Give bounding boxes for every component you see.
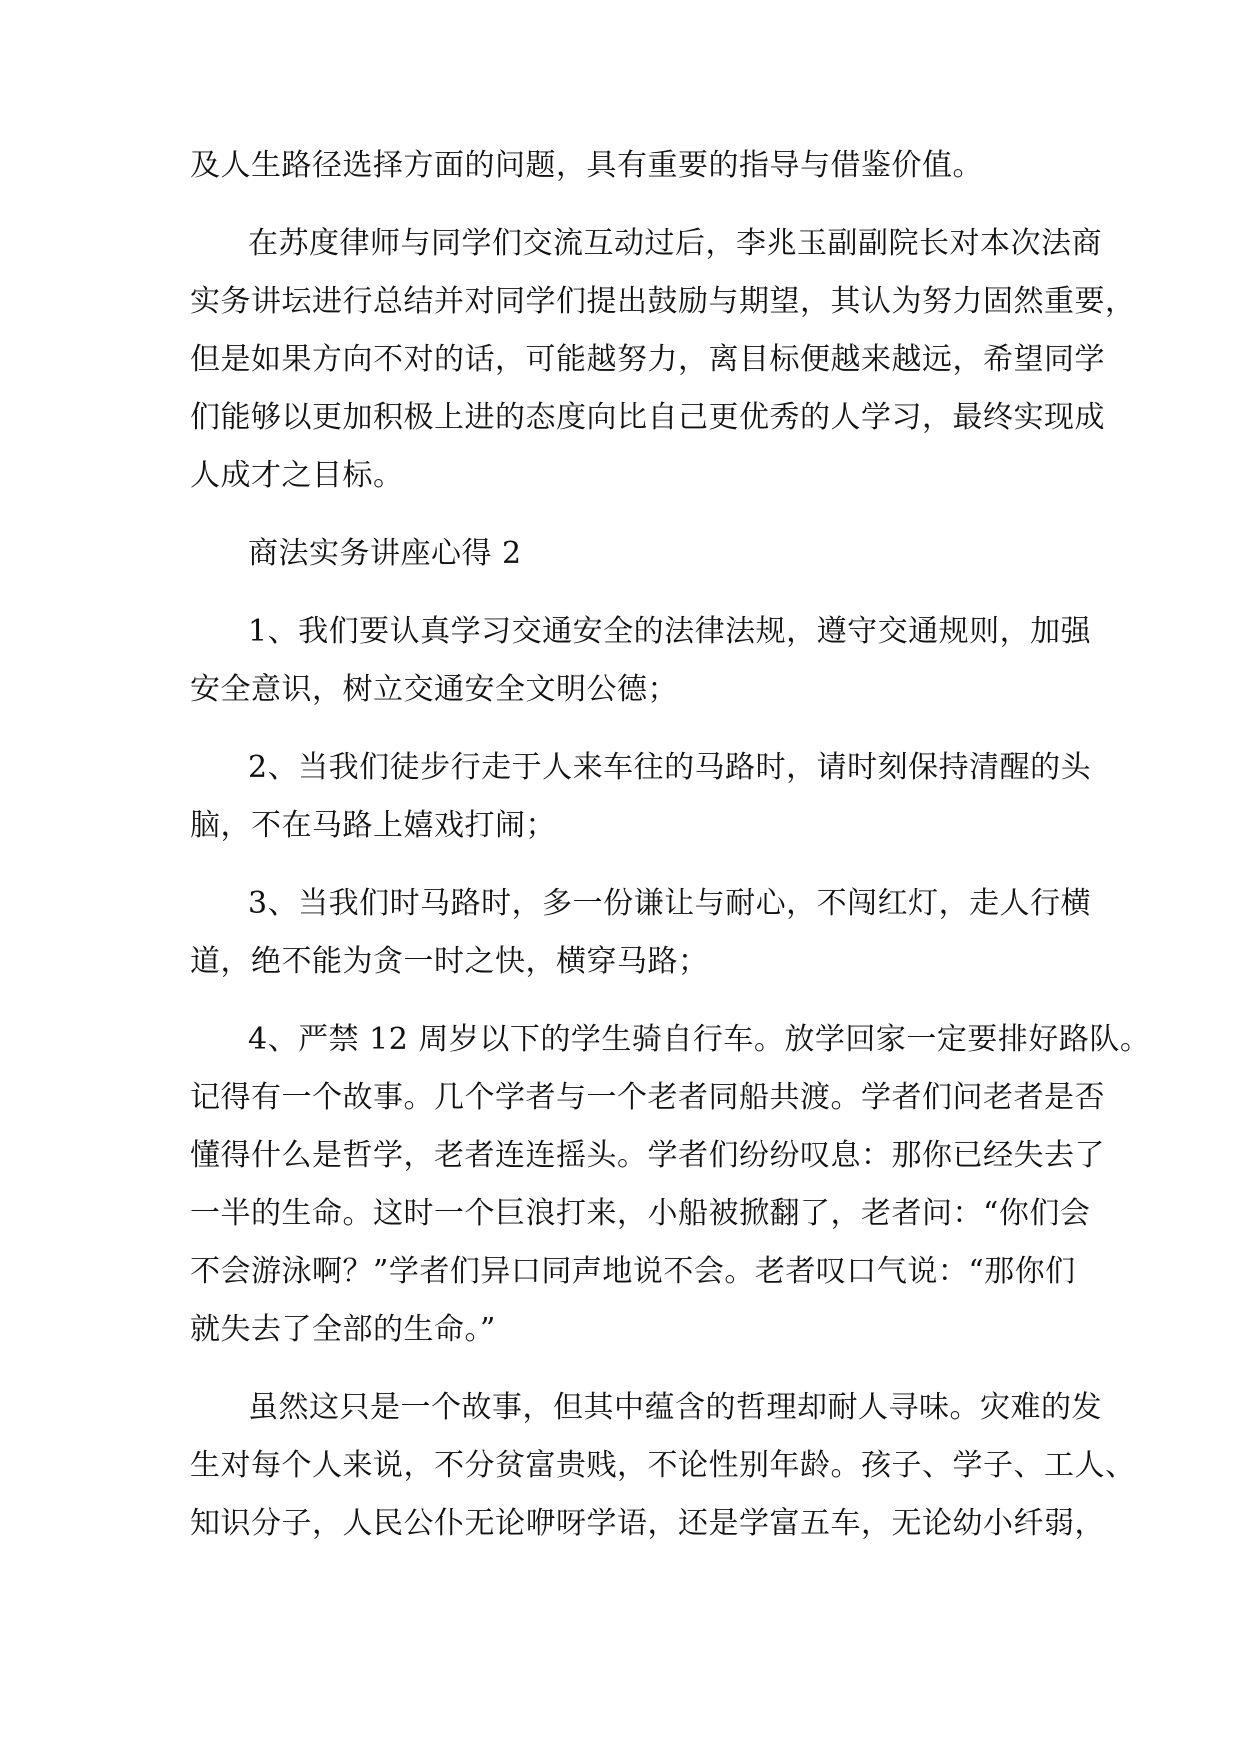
text-line: 人成才之目标。 [190,458,404,493]
text-line: 但是如果方向不对的话，可能越努力，离目标便越来越远，希望同学 [190,342,1105,377]
list-item-2: 2、当我们徒步行走于人来车往的马路时，请时刻保持清醒的头 [248,750,1092,785]
text-line: 记得有一个故事。几个学者与一个老者同船共渡。学者们问老者是否 [190,1080,1105,1115]
text-line: 脑，不在马路上嬉戏打闹； [190,808,556,843]
text-line: 们能够以更加积极上进的态度向比自己更优秀的人学习，最终实现成 [190,400,1105,435]
text-line: 不会游泳啊？”学者们异口同声地说不会。老者叹口气说：“那你们 [190,1254,1076,1289]
list-item-1: 1、我们要认真学习交通安全的法律法规，遵守交通规则，加强 [248,614,1092,649]
text-line: 安全意识，树立交通安全文明公德； [190,672,678,707]
text-line: 生对每个人来说，不分贫富贵贱，不论性别年龄。孩子、学子、工人、 [190,1448,1136,1483]
text-line: 就失去了全部的生命。” [190,1312,496,1347]
text-line: 一半的生命。这时一个巨浪打来，小船被掀翻了，老者问：“你们会 [190,1196,1091,1231]
text-line: 道，绝不能为贪一时之快，横穿马路； [190,944,709,979]
section-heading: 商法实务讲座心得 2 [248,536,522,571]
paragraph-start: 虽然这只是一个故事，但其中蕴含的哲理却耐人寻味。灾难的发 [248,1390,1102,1425]
paragraph-start: 在苏度律师与同学们交流互动过后，李兆玉副副院长对本次法商 [248,226,1102,261]
text-line: 知识分子，人民公仆无论咿呀学语，还是学富五车，无论幼小纤弱， [190,1506,1105,1541]
list-item-4: 4、严禁 12 周岁以下的学生骑自行车。放学回家一定要排好路队。 [248,1022,1151,1057]
text-line: 实务讲坛进行总结并对同学们提出鼓励与期望，其认为努力固然重要， [190,284,1136,319]
text-line: 及人生路径选择方面的问题，具有重要的指导与借鉴价值。 [190,148,983,183]
list-item-3: 3、当我们时马路时，多一份谦让与耐心，不闯红灯，走人行横 [248,886,1092,921]
text-line: 懂得什么是哲学，老者连连摇头。学者们纷纷叹息：那你已经失去了 [190,1138,1105,1173]
